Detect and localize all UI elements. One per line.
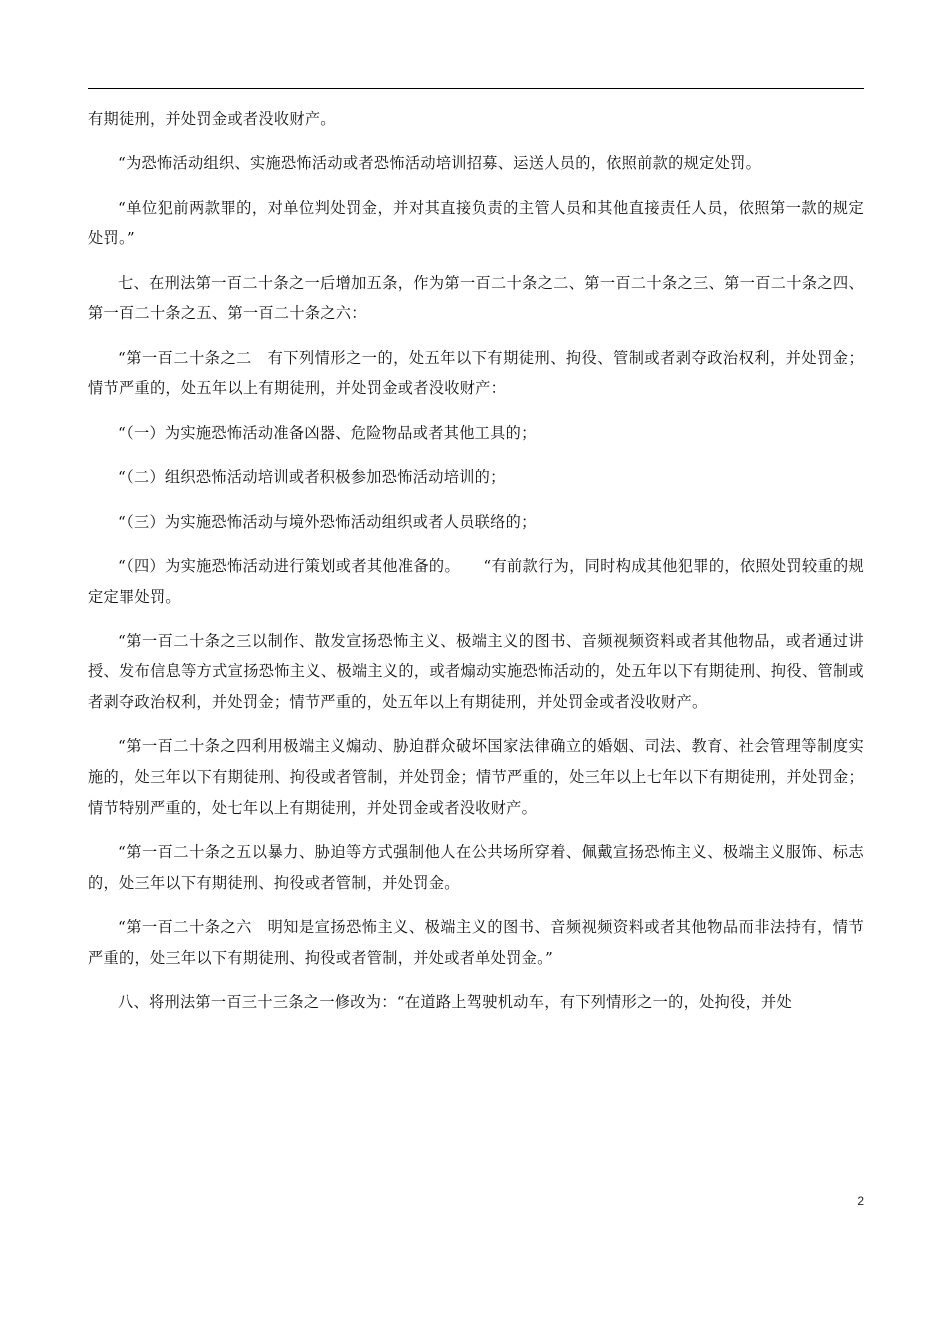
paragraph-item-eight: 八、将刑法第一百三十三条之一修改为：“在道路上驾驶机动车，有下列情形之一的，处拘役，并处: [118, 993, 793, 1012]
paragraph-clause-1: “（一）为实施恐怖活动准备凶器、危险物品或者其他工具的；: [118, 423, 537, 442]
paragraph-continuation: 有期徒刑，并处罚金或者没收财产。: [88, 110, 336, 128]
paragraph-clause-3: “（三）为实施恐怖活动与境外恐怖活动组织或者人员联络的；: [118, 512, 537, 531]
paragraph-article-120-3: “第一百二十条之三以制作、散发宣扬恐怖主义、极端主义的图书、音频视频资料或者其他物品，或者通过讲授、发布信息等方式宣扬恐怖主义、极端主义的，或者煽动实施恐怖活动的，处五年以下有期徒刑、拘役、管制或者剥夺政治权利，并处罚金；情节严重的，处五年以上有期徒刑，并处罚金或者没收财产。: [88, 631, 864, 712]
paragraph-article-120-6: “第一百二十条之六 明知是宣扬恐怖主义、极端主义的图书、音频视频资料或者其他物品而非法持有，情节严重的，处三年以下有期徒刑、拘役或者管制，并处或者单处罚金。”: [88, 918, 864, 967]
header-rule: [88, 88, 864, 89]
paragraph-article-120-4: “第一百二十条之四利用极端主义煽动、胁迫群众破坏国家法律确立的婚姻、司法、教育、社会管理等制度实施的，处三年以下有期徒刑、拘役或者管制，并处罚金；情节严重的，处三年以上七年以下有期徒刑，并处罚金；情节特别严重的，处七年以上有期徒刑，并处罚金或者没收财产。: [88, 737, 864, 817]
paragraph-item-seven: 七、在刑法第一百二十条之一后增加五条，作为第一百二十条之二、第一百二十条之三、第一百二十条之四、第一百二十条之五、第一百二十条之六：: [88, 273, 864, 323]
paragraph-clause-2: “（二）组织恐怖活动培训或者积极参加恐怖活动培训的；: [118, 468, 506, 487]
document-body: [88, 104, 864, 1031]
paragraph-clause-4: “（四）为实施恐怖活动进行策划或者其他准备的。 “有前款行为，同时构成其他犯罪的，依照处罚较重的规定定罪处罚。: [88, 556, 864, 606]
page-number: 2: [857, 1194, 864, 1208]
paragraph-article-120-5: “第一百二十条之五以暴力、胁迫等方式强制他人在公共场所穿着、佩戴宣扬恐怖主义、极端主义服饰、标志的，处三年以下有期徒刑、拘役或者管制，并处罚金。: [88, 843, 864, 892]
paragraph-recruit-transport: “为恐怖活动组织、实施恐怖活动或者恐怖活动培训招募、运送人员的，依照前款的规定处罚。: [118, 154, 762, 173]
paragraph-unit-crime: “单位犯前两款罪的，对单位判处罚金，并对其直接负责的主管人员和其他直接责任人员，依照第一款的规定处罚。”: [88, 198, 864, 248]
paragraph-article-120-2: “第一百二十条之二 有下列情形之一的，处五年以下有期徒刑、拘役、管制或者剥夺政治权利，并处罚金；情节严重的，处五年以上有期徒刑，并处罚金或者没收财产：: [88, 348, 864, 398]
